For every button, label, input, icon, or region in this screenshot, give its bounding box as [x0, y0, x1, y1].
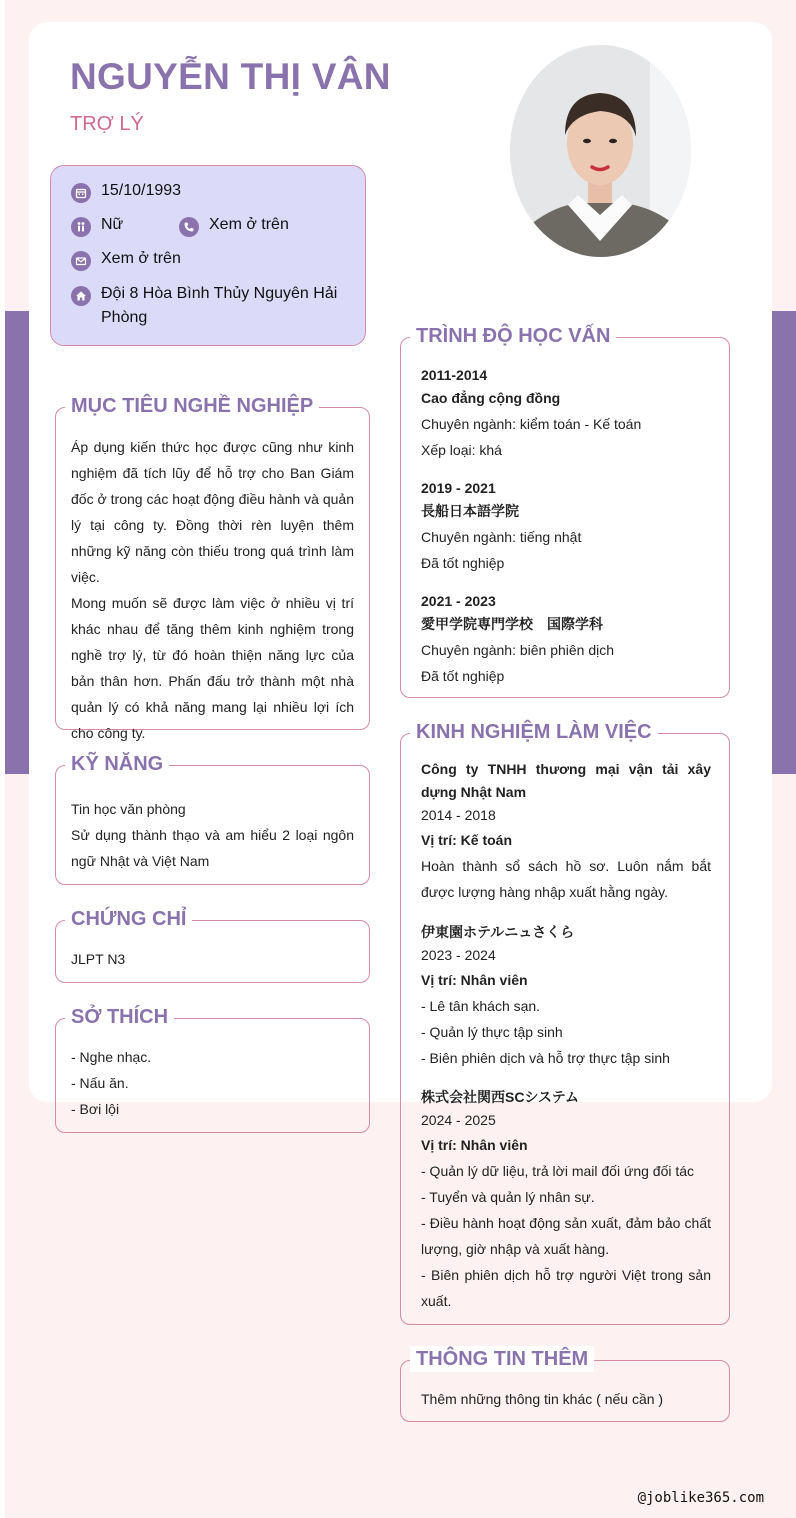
education-result: Đã tốt nghiệp	[421, 668, 505, 684]
career-goal-title: MỤC TIÊU NGHỀ NGHIỆP	[65, 393, 319, 419]
experience-section	[400, 721, 730, 1325]
watermark: @joblike365.com	[637, 1490, 764, 1506]
experience-detail: - Lê tân khách sạn.	[421, 998, 541, 1014]
address-value: Đội 8 Hòa Bình Thủy Nguyên Hải Phòng	[101, 285, 338, 326]
experience-entry	[421, 1086, 711, 1314]
experience-entry	[421, 921, 711, 1071]
birthdate-value: 15/10/1993	[101, 182, 182, 199]
experience-position: Vị trí: Nhân viên	[421, 972, 528, 988]
experience-detail: - Biên phiên dịch và hỗ trợ thực tập sinh	[421, 1050, 670, 1066]
education-major: Chuyên ngành: tiếng nhật	[421, 529, 582, 545]
skill-item: Tin học văn phòng	[71, 801, 186, 817]
education-result: Đã tốt nghiệp	[421, 555, 505, 571]
experience-company: Công ty TNHH thương mại vận tải xây dựng Nhật Nam	[421, 761, 711, 800]
phone-icon	[179, 217, 199, 237]
birthdate-row	[71, 182, 181, 203]
gender-value: Nữ	[101, 216, 124, 233]
email-value: Xem ở trên	[101, 250, 181, 267]
experience-detail: - Điều hành hoạt động sản xuất, đảm bảo chất lượng, giờ nhập và xuất hàng.	[421, 1215, 711, 1257]
personal-info-box	[50, 165, 366, 346]
gender-row	[71, 216, 123, 237]
education-years: 2019 - 2021	[421, 480, 496, 496]
career-goal-section	[55, 395, 370, 741]
experience-detail: - Tuyển và quản lý nhân sự.	[421, 1189, 595, 1205]
candidate-name: NGUYỄN THỊ VÂN	[70, 56, 391, 97]
education-entry	[421, 475, 711, 576]
education-entry	[421, 588, 711, 689]
education-school: Cao đẳng cộng đồng	[421, 390, 561, 406]
skills-list	[71, 796, 354, 874]
address-row	[71, 284, 341, 330]
education-major: Chuyên ngành: kiểm toán - Kế toán	[421, 416, 642, 432]
career-goal-paragraph: Áp dụng kiến thức học được cũng như kinh nghiệm đã tích lũy để hỗ trợ cho Ban Giám đốc ở trong các hoạt động điều hành và quản lý tại công ty. Đồng thời rèn luyện thêm những kỹ năng còn thiếu trong quá trình làm việc.	[71, 439, 354, 585]
hobby-item: - Nấu ăn.	[71, 1075, 129, 1091]
phone-row	[179, 216, 289, 237]
hobbies-section	[55, 1006, 370, 1133]
education-years: 2011-2014	[421, 367, 488, 383]
experience-years: 2023 - 2024	[421, 947, 496, 963]
skills-title: KỸ NĂNG	[65, 751, 169, 777]
hobbies-title: SỞ THÍCH	[65, 1004, 174, 1030]
hobbies-list	[71, 1044, 354, 1122]
profile-photo	[510, 45, 691, 257]
experience-detail: - Quản lý dữ liệu, trả lời mail đối ứng đối tác	[421, 1163, 695, 1179]
education-years: 2021 - 2023	[421, 593, 496, 609]
envelope-icon	[71, 251, 91, 271]
candidate-role: TRỢ LÝ	[70, 113, 144, 135]
experience-detail: - Biên phiên dịch hỗ trợ người Việt trong sản xuất.	[421, 1267, 711, 1309]
education-section	[400, 325, 730, 698]
certificates-section	[55, 908, 370, 983]
education-major: Chuyên ngành: biên phiên dịch	[421, 642, 615, 658]
education-school: 愛甲学院専門学校 国際学科	[421, 616, 603, 632]
phone-value: Xem ở trên	[209, 216, 289, 233]
extra-info-text: Thêm những thông tin khác ( nếu cần )	[421, 1391, 664, 1407]
education-entry	[421, 362, 711, 463]
career-goal-paragraph: Mong muốn sẽ được làm việc ở nhiều vị trí khác nhau để tăng thêm kinh nghiệm trong nghề trợ lý, từ đó hoàn thiện năng lực của bản thân hơn. Phấn đấu trở thành một nhà quản lý có khả năng mang lại nhiều lợi ích cho công ty.	[71, 595, 354, 741]
hobby-item: - Bơi lội	[71, 1101, 120, 1117]
experience-company: 株式会社関西SCシステム	[421, 1089, 580, 1105]
experience-detail: Hoàn thành sổ sách hồ sơ. Luôn nắm bắt được lượng hàng nhập xuất hằng ngày.	[421, 858, 711, 900]
calendar-icon	[71, 183, 91, 203]
education-title: TRÌNH ĐỘ HỌC VẤN	[410, 323, 616, 349]
education-result: Xếp loại: khá	[421, 442, 502, 458]
certificate-item: JLPT N3	[71, 951, 126, 967]
extra-info-title: THÔNG TIN THÊM	[410, 1346, 594, 1372]
email-row	[71, 250, 181, 271]
experience-years: 2014 - 2018	[421, 807, 496, 823]
experience-entry	[421, 758, 711, 905]
right-accent-band	[772, 311, 796, 774]
career-goal-body	[71, 434, 354, 746]
certificates-title: CHỨNG CHỈ	[65, 906, 192, 932]
skills-section	[55, 753, 370, 885]
experience-position: Vị trí: Nhân viên	[421, 1137, 528, 1153]
experience-detail: - Quản lý thực tập sinh	[421, 1024, 563, 1040]
skill-item: Sử dụng thành thạo và am hiểu 2 loại ngôn ngữ Nhật và Việt Nam	[71, 827, 354, 869]
experience-position: Vị trí: Kế toán	[421, 832, 513, 848]
gender-icon	[71, 217, 91, 237]
education-school: 長船日本語学院	[421, 503, 519, 519]
left-accent-band	[5, 311, 29, 774]
experience-company: 伊東園ホテルニュさくら	[421, 924, 575, 940]
experience-title: KINH NGHIỆM LÀM VIỆC	[410, 719, 658, 745]
home-icon	[71, 286, 91, 306]
certificates-list	[71, 946, 354, 972]
hobby-item: - Nghe nhạc.	[71, 1049, 152, 1065]
extra-info-section	[400, 1348, 730, 1422]
experience-years: 2024 - 2025	[421, 1112, 496, 1128]
